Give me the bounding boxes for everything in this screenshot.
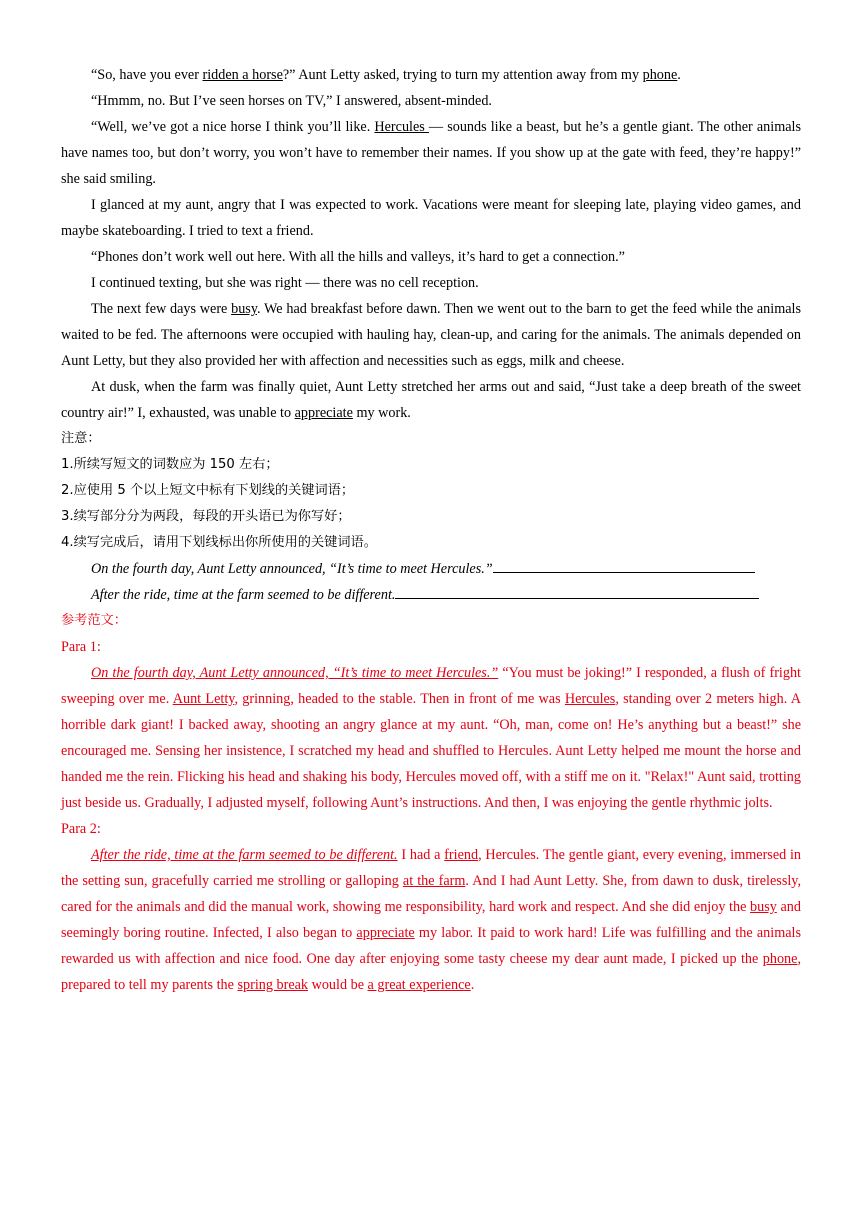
paragraph-lead: On the fourth day, Aunt Letty announced, “It’s time to meet Hercules.”: [91, 665, 499, 681]
prompt-line: On the fourth day, Aunt Letty announced, “It’s time to meet Hercules.”: [61, 556, 801, 582]
key-phrase: appreciate: [294, 405, 353, 421]
key-phrase: busy: [231, 301, 257, 317]
passage-paragraph: “Hmmm, no. But I’ve seen horses on TV,” I answered, absent-minded.: [91, 93, 492, 109]
reference-essay: [61, 608, 801, 998]
notes-title: 注意：: [61, 431, 101, 446]
reference-paragraph-2: After the ride, time at the farm seemed to be different. I had a friend, Hercules. The gentle giant, every evening, immersed in the setting sun, gracefully carried me strolling or galloping at the farm. And I had Aunt Letty. She, from dawn to dusk, tirelessly, cared for the animals and did the manual work, showing me responsibility, hard work and respect. And she did enjoy the busy and seemingly boring routine. Infected, I also began to appreciate my labor. It paid to work hard! Life was fulfilling and the animals rewarded us with affection and nice food. One day after enjoying some tasty cheese my dear aunt made, I picked up the phone, prepared to tell my parents the spring break would be a great experience.: [61, 847, 802, 993]
passage-paragraph: The next few days were busy. We had breakfast before dawn. Then we went out to the barn to get the feed while the animals waited to be fed. The afternoons were occupied with hauling hay, clean-up, and caring for the animals. The animals depended on Aunt Letty, but they also provided her with affection and necessities such as eggs, milk and cheese.: [61, 301, 802, 369]
paragraph-lead: After the ride, time at the farm seemed to be different.: [91, 847, 398, 863]
key-phrase: appreciate: [356, 925, 415, 941]
reference-paragraph-1: On the fourth day, Aunt Letty announced, “It’s time to meet Hercules.” “You must be joking!” I responded, a flush of fright sweeping over me. Aunt Letty, grinning, headed to the stable. Then in front of me was Hercules, standing over 2 meters high. A horrible dark giant! I backed away, shooting an angry glance at my aunt. “Oh, man, come on! He’s anything but a beast!” she encouraged me. Sensing her insistence, I scratched my head and shuffled to Hercules. Aunt Letty helped me mount the horse and handed me the rein. Flicking his head and shaking his body, Hercules moved off, with a stiff me on it. "Relax!" Aunt said, trotting just beside us. Gradually, I adjusted myself, following Aunt’s instructions. And then, I was enjoying the gentle rhythmic jolts.: [61, 665, 802, 811]
passage-paragraph: I glanced at my aunt, angry that I was expected to work. Vacations were meant for sleeping late, playing video games, and maybe skateboarding. I tried to text a friend.: [61, 197, 801, 239]
key-phrase: Hercules: [564, 691, 616, 707]
note-item: 4.续写完成后，请用下划线标出你所使用的关键词语。: [61, 535, 377, 550]
key-phrase: phone: [762, 951, 798, 967]
passage-paragraph: “Phones don’t work well out here. With all the hills and valleys, it’s hard to get a connection.”: [91, 249, 625, 265]
document-page: [61, 62, 801, 998]
note-item: 2.应使用 5 个以上短文中标有下划线的关键词语；: [61, 483, 355, 498]
answer-blank[interactable]: [395, 584, 759, 599]
passage-paragraph: I continued texting, but she was right — there was no cell reception.: [91, 275, 479, 291]
key-phrase: spring break: [237, 977, 309, 993]
key-phrase: ridden a horse: [202, 67, 283, 83]
passage-paragraph: At dusk, when the farm was finally quiet, Aunt Letty stretched her arms out and said, “Just take a deep breath of the sweet country air!” I, exhausted, was unable to appreciate my work.: [61, 379, 801, 421]
para2-label: Para 2:: [61, 821, 101, 837]
reference-heading: 参考范文：: [61, 613, 127, 628]
key-phrase: at the farm: [402, 873, 466, 889]
key-phrase: friend: [444, 847, 479, 863]
prompt-line: After the ride, time at the farm seemed to be different.: [61, 582, 801, 608]
note-item: 3.续写部分分为两段，每段的开头语已为你写好；: [61, 509, 351, 524]
key-phrase: phone: [642, 67, 678, 83]
note-item: 1.所续写短文的词数应为 150 左右；: [61, 457, 279, 472]
passage-paragraph: “Well, we’ve got a nice horse I think you’ll like. Hercules — sounds like a beast, but he’s a gentle giant. The other animals have names too, but don’t worry, you won’t have to remember their names. If you show up at the gate with feed, they’re happy!” she said smiling.: [61, 119, 801, 187]
passage-paragraph: “So, have you ever ridden a horse?” Aunt Letty asked, trying to turn my attention away from my phone.: [91, 67, 681, 83]
key-phrase: Aunt Letty: [172, 691, 235, 707]
answer-blank[interactable]: [493, 558, 755, 573]
para1-label: Para 1:: [61, 639, 101, 655]
key-phrase: Hercules: [374, 119, 429, 135]
key-phrase: busy: [750, 899, 777, 915]
key-phrase: a great experience: [367, 977, 471, 993]
